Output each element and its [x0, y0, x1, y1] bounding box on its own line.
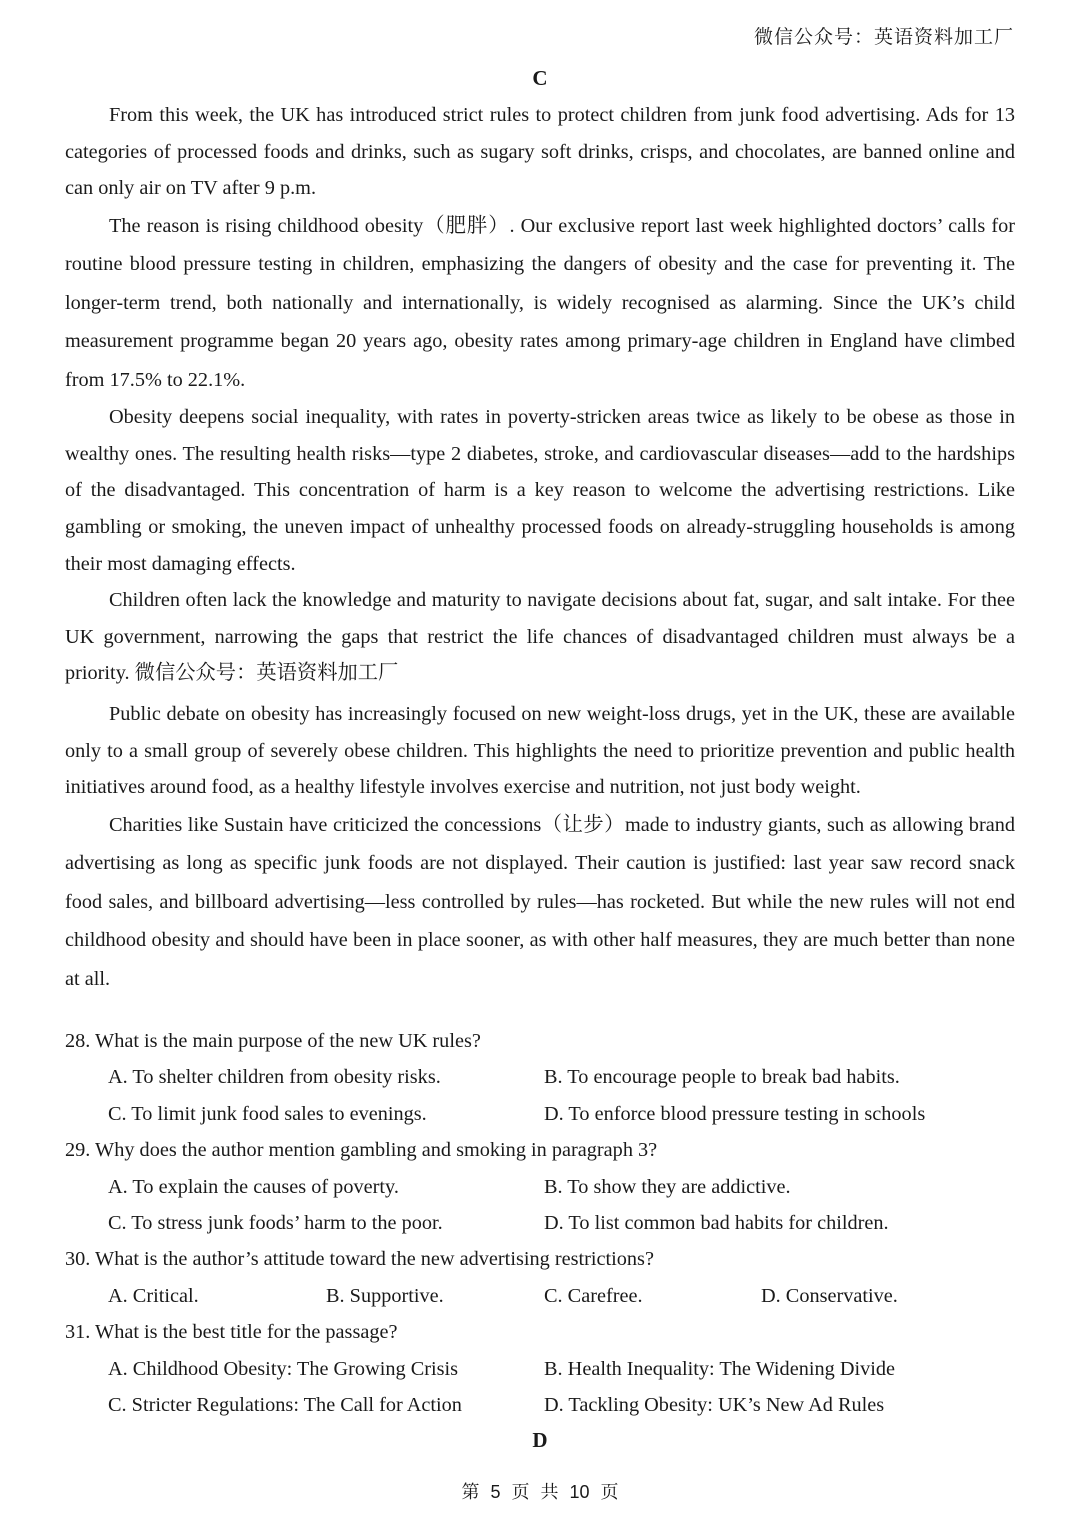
option-28a: A. To shelter children from obesity risks. [108, 1066, 441, 1089]
option-31d: D. Tackling Obesity: UK’s New Ad Rules [544, 1393, 885, 1416]
option-30b: B. Supportive. [326, 1284, 444, 1307]
paragraph-2: The reason is rising childhood obesity（肥胖）. Our exclusive report last week highlighted doctors’ calls for routine blood pressure testing in children, emphasizing the dangers of obesity and the case for preventing it. The longer-term trend, both nationally and internationally, is widely recognised as alarming. Since the UK’s child measurement programme began 20 years ago, obesity rates among primary-age children in England have climbed from 17.5% to 22.1%. [65, 214, 1015, 391]
questions [65, 1023, 1015, 1423]
paragraph-5: Public debate on obesity has increasingly focused on new weight-loss drugs, yet in the UK, these are available only to a small group of severely obese children. This highlights the need to prioritize prevention and public health initiatives around food, as a healthy lifestyle involves exercise and nutrition, not just body weight. [65, 703, 1015, 799]
paragraph-4: Children often lack the knowledge and maturity to navigate decisions about fat, sugar, and salt intake. For thee UK government, narrowing the gaps that restrict the life chances of disadvantaged children must always be a priority. 微信公众号：英语资料加工厂 [65, 589, 1015, 685]
option-30a: A. Critical. [108, 1284, 199, 1307]
watermark-header: 微信公众号：英语资料加工厂 [753, 26, 1014, 48]
section-title-d: D [532, 1428, 548, 1452]
option-28b: B. To encourage people to break bad habits. [544, 1066, 900, 1089]
option-29d: D. To list common bad habits for children. [544, 1211, 889, 1234]
option-28d: D. To enforce blood pressure testing in schools [544, 1102, 926, 1125]
option-29c: C. To stress junk foods’ harm to the poor. [108, 1211, 443, 1234]
question-31: 31. What is the best title for the passage? [65, 1321, 398, 1344]
option-31b: B. Health Inequality: The Widening Divide [544, 1357, 896, 1380]
section-title-c: C [532, 66, 548, 90]
question-29: 29. Why does the author mention gambling and smoking in paragraph 3? [65, 1139, 658, 1162]
paragraph-3: Obesity deepens social inequality, with rates in poverty-stricken areas twice as likely to be obese as those in wealthy ones. The resulting health risks—type 2 diabetes, stroke, and cardiovascular diseases—add to the hardships of the disadvantaged. This concentration of harm is a key reason to welcome the advertising restrictions. Like gambling or smoking, the uneven impact of unhealthy processed foods on already-struggling households is among their most damaging effects. [65, 406, 1015, 575]
paragraph-1: From this week, the UK has introduced strict rules to protect children from junk food advertising. Ads for 13 categories of processed foods and drinks, such as sugary soft drinks, crisps, and chocolates, are banned online and can only air on TV after 9 p.m. [65, 104, 1015, 200]
option-28c: C. To limit junk food sales to evenings. [108, 1102, 427, 1125]
paragraph-6: Charities like Sustain have criticized the concessions（让步）made to industry giants, such as allowing brand advertising as long as specific junk foods are not displayed. Their caution is justified: last year saw record snack food sales, and billboard advertising—less controlled by rules—has rocketed. But while the new rules will not end childhood obesity and should have been in place sooner, as with other half measures, they are much better than none at all. [65, 813, 1015, 990]
question-30: 30. What is the author’s attitude toward the new advertising restrictions? [65, 1248, 654, 1271]
option-31c: C. Stricter Regulations: The Call for Action [108, 1393, 462, 1416]
option-30d: D. Conservative. [761, 1284, 898, 1307]
option-31a: A. Childhood Obesity: The Growing Crisis [108, 1357, 459, 1380]
page-number: 第 5 页 共 10 页 [461, 1482, 619, 1502]
option-29a: A. To explain the causes of poverty. [108, 1175, 399, 1198]
option-29b: B. To show they are addictive. [544, 1175, 791, 1198]
option-30c: C. Carefree. [544, 1284, 643, 1307]
passage-c [65, 97, 1015, 998]
question-28: 28. What is the main purpose of the new UK rules? [65, 1030, 481, 1052]
